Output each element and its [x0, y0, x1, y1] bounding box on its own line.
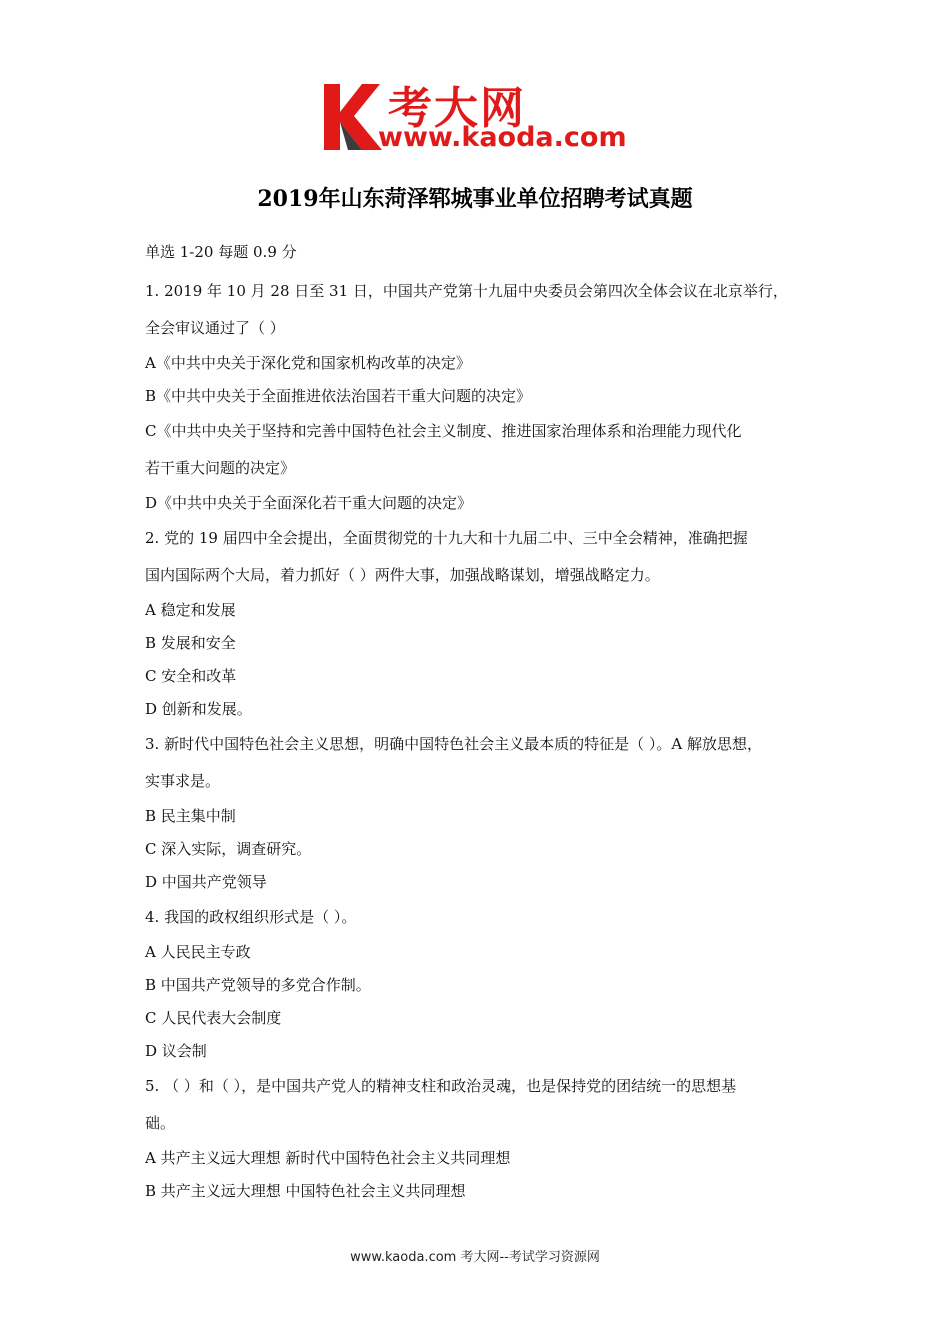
- question-text: 2. 党的 19 届四中全会提出，全面贯彻党的十九大和十九届二中、三中全会精神，准确把握: [145, 529, 748, 547]
- question-1: [145, 273, 825, 520]
- answer-option: D 创新和发展。: [145, 700, 252, 718]
- question-5: [145, 1068, 825, 1208]
- document-body: [145, 236, 825, 1208]
- question-4: [145, 899, 825, 1068]
- question-text: 4. 我国的政权组织形式是（ ）。: [145, 908, 357, 926]
- question-text: 国内国际两个大局，着力抓好（ ）两件大事，加强战略谋划，增强战略定力。: [145, 566, 660, 584]
- answer-option: C 深入实际，调查研究。: [145, 840, 312, 858]
- question-text: 5. （ ）和（ ），是中国共产党人的精神支柱和政治灵魂，也是保持党的团结统一的思想基: [145, 1077, 737, 1095]
- answer-option: A 稳定和发展: [145, 601, 236, 619]
- answer-option: B 中国共产党领导的多党合作制。: [145, 976, 371, 994]
- answer-option: B 发展和安全: [145, 634, 236, 652]
- page-title: 2019年山东菏泽郓城事业单位招聘考试真题: [257, 186, 693, 212]
- question-text: 全会审议通过了（ ）: [145, 319, 285, 337]
- page-footer[interactable]: www.kaoda.com 考大网--考试学习资源网: [350, 1250, 600, 1265]
- answer-option: B 民主集中制: [145, 807, 236, 825]
- question-text: 3. 新时代中国特色社会主义思想，明确中国特色社会主义最本质的特征是（ ）。A 解放思想，: [145, 735, 762, 753]
- answer-option: D 中国共产党领导: [145, 873, 267, 891]
- logo-url: www.kaoda.com: [378, 122, 627, 153]
- answer-option: A《中共中央关于深化党和国家机构改革的决定》: [145, 354, 471, 372]
- answer-option: A 共产主义远大理想 新时代中国特色社会主义共同理想: [145, 1149, 511, 1167]
- answer-option: B《中共中央关于全面推进依法治国若干重大问题的决定》: [145, 387, 532, 405]
- answer-option: B 共产主义远大理想 中国特色社会主义共同理想: [145, 1182, 466, 1200]
- section-header: 单选 1-20 每题 0.9 分: [145, 243, 297, 261]
- question-text: 1. 2019 年 10 月 28 日至 31 日，中国共产党第十九届中央委员会第四次全体会议在北京举行，: [145, 282, 788, 300]
- answer-option: C 人民代表大会制度: [145, 1009, 282, 1027]
- answer-option: A 人民民主专政: [145, 943, 251, 961]
- answer-option: C《中共中央关于坚持和完善中国特色社会主义制度、推进国家治理体系和治理能力现代化: [145, 422, 742, 440]
- question-2: [145, 520, 825, 726]
- answer-option: C 安全和改革: [145, 667, 237, 685]
- question-text: 础。: [145, 1114, 176, 1132]
- logo-name: 考大网: [388, 83, 526, 134]
- question-3: [145, 726, 825, 899]
- kaoda-logo[interactable]: [318, 78, 638, 158]
- question-text: 实事求是。: [145, 772, 221, 790]
- answer-option: D《中共中央关于全面深化若干重大问题的决定》: [145, 494, 473, 512]
- answer-option: 若干重大问题的决定》: [145, 459, 296, 477]
- answer-option: D 议会制: [145, 1042, 207, 1060]
